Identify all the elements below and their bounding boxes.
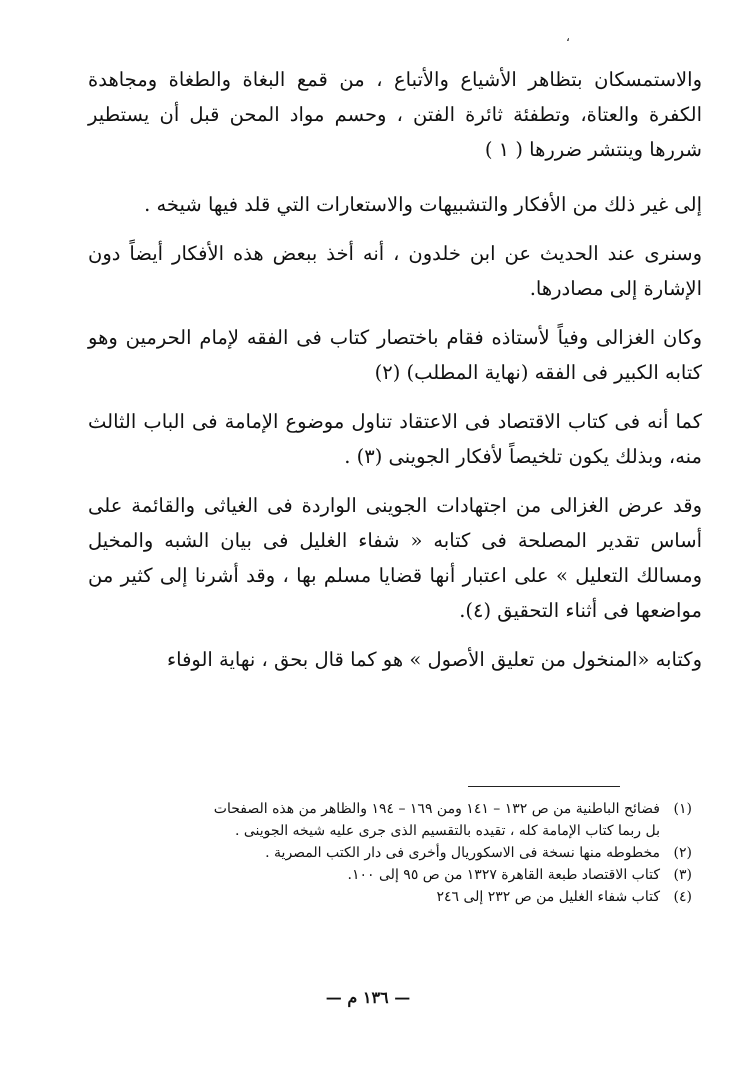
footnote-text: كتاب شفاء الغليل من ص ٢٣٢ إلى ٢٤٦ [436,889,660,905]
footnotes [90,798,692,908]
paragraph-1: والاستمسكان بتظاهر الأشياع والأتباع ، من قمع البغاة والطغاة ومجاهدة الكفرة والعتاة، وتطفئة ثائرة الفتن ، وحسم مواد المحن قبل أن يستطير شررها وينتشر ضررها ( ١ ) [88,68,702,161]
page-number: — ١٣٦ م — [325,988,411,1007]
body-text [88,62,702,691]
footnote-1 [90,798,692,820]
footnote-1-continuation: بل ربما كتاب الإمامة كله ، تقيده بالتقسيم الذى جرى عليه شيخه الجوينى . [234,823,660,839]
footnote-3 [90,864,692,886]
paragraph-7: وكتابه «المنخول من تعليق الأصول » هو كما قال بحق ، نهاية الوفاء [166,648,702,671]
top-mark: ، [566,30,570,44]
footnote-number: (١) [673,801,692,817]
footnote-4 [90,886,692,908]
footnote-2 [90,842,692,864]
footnote-text: مخطوطه منها نسخة فى الاسكوريال وأخرى فى دار الكتب المصرية . [265,845,660,861]
footnote-number: (٢) [673,845,692,861]
footnote-number: (٣) [673,867,692,883]
footnote-text: كتاب الاقتصاد طبعة القاهرة ١٣٢٧ من ص ٩٥ إلى ١٠٠. [347,867,660,883]
paragraph-2: إلى غير ذلك من الأفكار والتشبيهات والاستعارات التي قلد فيها شيخه . [144,193,702,216]
footnote-number: (٤) [673,889,692,905]
paragraph-5: كما أنه فى كتاب الاقتصاد فى الاعتقاد تناول موضوع الإمامة فى الباب الثالث منه، وبذلك يكون تلخيصاً لأفكار الجوينى (٣) . [88,410,702,468]
paragraph-3: وسنرى عند الحديث عن ابن خلدون ، أنه أخذ ببعض هذه الأفكار أيضاً دون الإشارة إلى مصادرها. [88,242,702,300]
footnote-separator [468,786,620,787]
paragraph-6: وقد عرض الغزالى من اجتهادات الجوينى الواردة فى الغياثى والقائمة على أساس تقدير المصلحة فى كتابه « شفاء الغليل فى بيان الشبه والمخيل ومسالك التعليل » على اعتبار أنها قضايا مسلم بها ، وقد أشرنا إلى كثير من مواضعها فى أثناء التحقيق (٤). [88,494,702,622]
paragraph-4: وكان الغزالى وفياً لأستاذه فقام باختصار كتاب فى الفقه لإمام الحرمين وهو كتابه الكبير فى الفقه (نهاية المطلب) (٢) [88,326,702,384]
footnote-text: فضائح الباطنية من ص ١٣٢ – ١٤١ ومن ١٦٩ – ١٩٤ والظاهر من هذه الصفحات [213,801,660,817]
